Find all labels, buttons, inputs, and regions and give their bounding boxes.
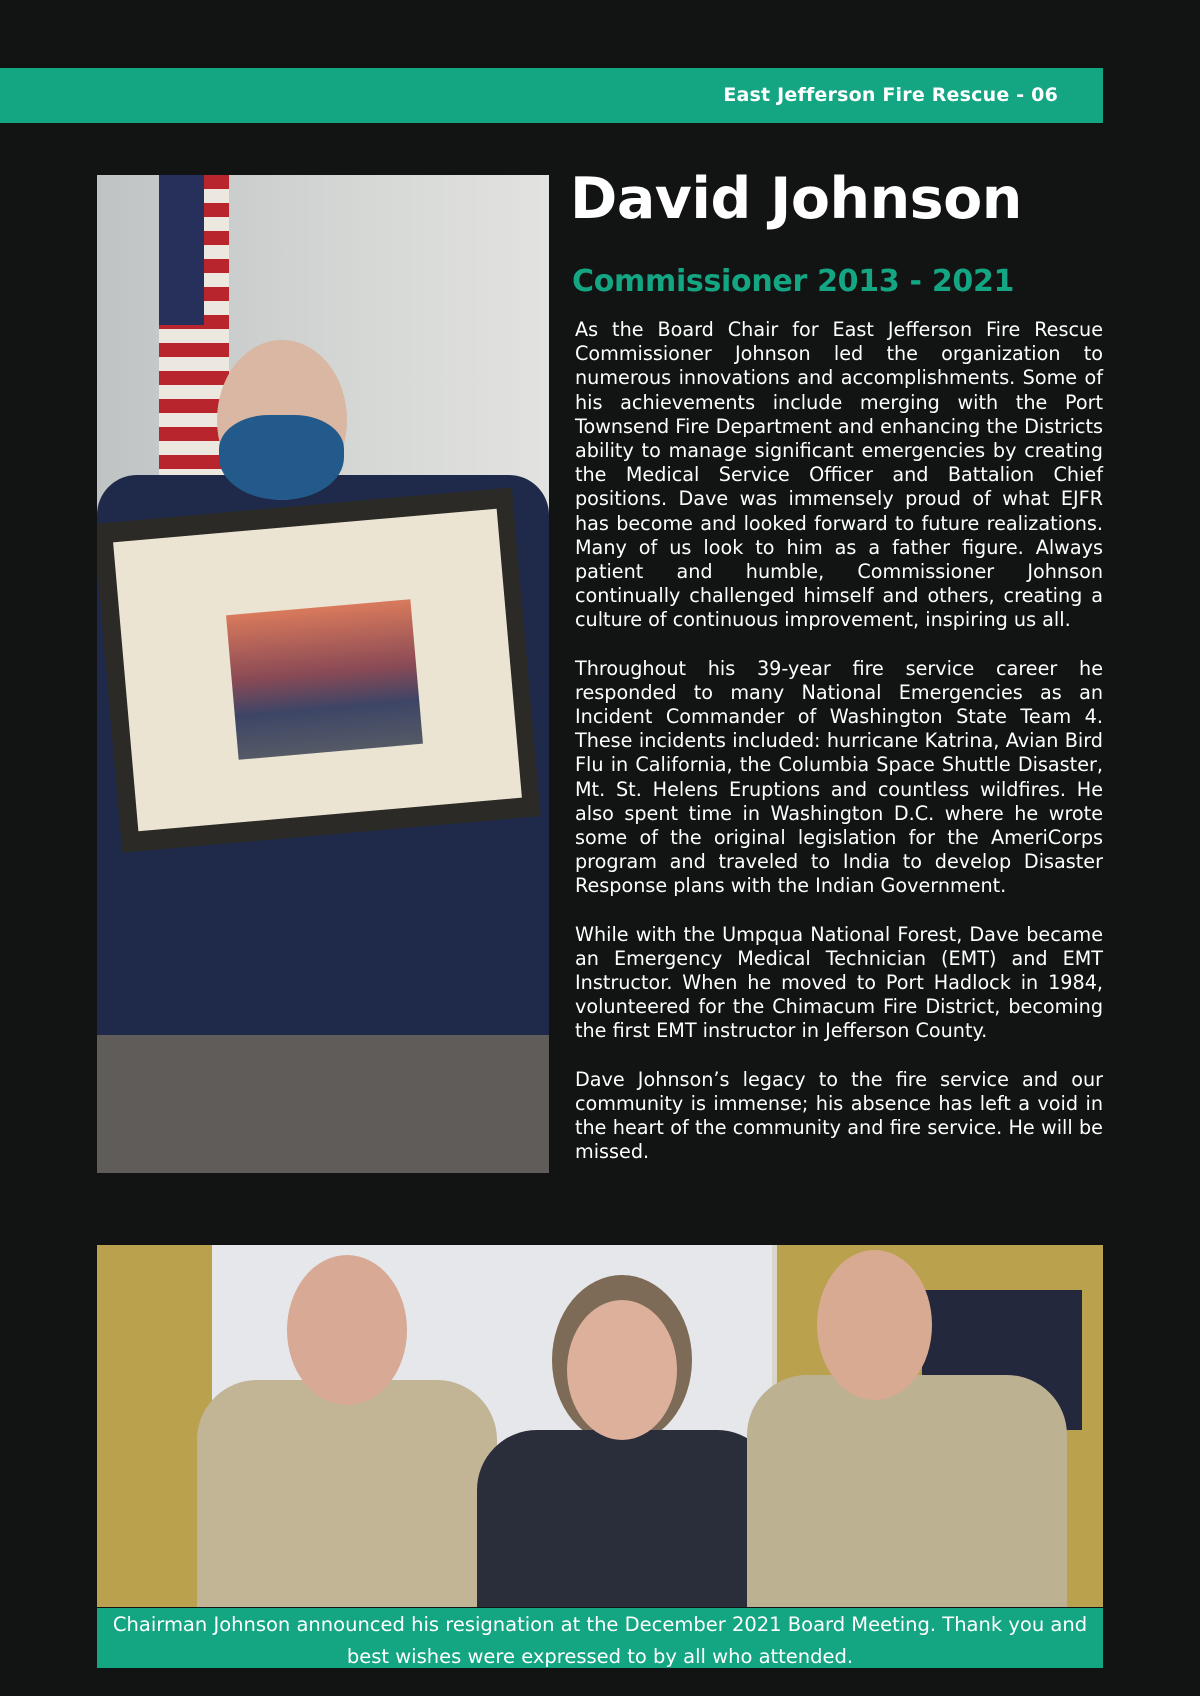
header-band xyxy=(0,68,1103,123)
person-role: Commissioner 2013 - 2021 xyxy=(572,264,1015,299)
bio-paragraph: While with the Umpqua National Forest, Dave became an Emergency Medical Technician (EMT) and EMT Instructor. When he moved to Port Hadlock in 1984, volunteered for the Chimacum Fire District, becoming the first EMT instructor in Jefferson County. xyxy=(575,922,1103,1043)
bio-paragraph: Throughout his 39-year fire service career he responded to many National Emergencies as an Incident Commander of Washington State Team 4. These incidents included: hurricane Katrina, Avian Bird Flu in California, the Columbia Space Shuttle Disaster, Mt. St. Helens Eruptions and countless wildfires. He also spent time in Washington D.C. where he wrote some of the original legislation for the AmeriCorps program and traveled to India to develop Disaster Response plans with the Indian Government. xyxy=(575,656,1103,898)
header-label: East Jefferson Fire Rescue - 06 xyxy=(723,84,1058,106)
portrait-photo xyxy=(97,175,549,1173)
biography xyxy=(575,318,1103,1189)
bio-paragraph: As the Board Chair for East Jefferson Fire Rescue Commissioner Johnson led the organization to numerous innovations and accomplishments. Some of his achievements include merging with the Port Townsend Fire Department and enhancing the Districts ability to manage significant emergencies by creating the Medical Service Officer and Battalion Chief positions. Dave was immensely proud of what EJFR has become and looked forward to future realizations. Many of us look to him as a father figure. Always patient and humble, Commissioner Johnson continually challenged himself and others, creating a culture of continuous improvement, inspiring us all. xyxy=(575,318,1103,632)
caption-band xyxy=(97,1608,1103,1668)
group-photo xyxy=(97,1245,1103,1607)
person-name: David Johnson xyxy=(570,166,1022,232)
photo-caption: Chairman Johnson announced his resignation at the December 2021 Board Meeting. Thank you and best wishes were expressed to by all who attended. xyxy=(112,1613,1088,1668)
bio-paragraph: Dave Johnson’s legacy to the fire service and our community is immense; his absence has left a void in the heart of the community and fire service. He will be missed. xyxy=(575,1067,1103,1164)
